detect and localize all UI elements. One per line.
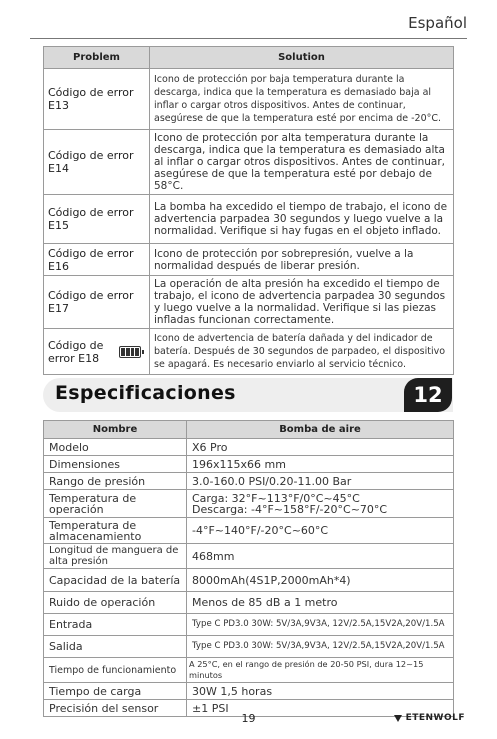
column-header-name: Nombre [44,421,187,439]
spec-value: 8000mAh(4S1P,2000mAh*4) [187,569,454,592]
table-row [44,544,454,569]
battery-icon [119,346,141,358]
brand-logo [394,713,465,723]
section-number-badge: 12 [404,378,452,412]
spec-value: 30W 1,5 horas [187,683,454,700]
error-code: Código de error E15 [44,195,150,244]
spec-name: Tiempo de funcionamiento [44,658,187,683]
spec-value: A 25°C, en el rango de presión de 20-50 PSI, dura 12~15 minutos [187,658,454,683]
spec-name: Longitud de manguera de alta presión [44,544,187,569]
spec-name: Ruido de operación [44,592,187,614]
table-row [44,130,454,195]
page-number: 19 [241,712,256,725]
table-row [44,329,454,375]
error-code: Código de error E14 [44,130,150,195]
spec-value: Carga: 32°F~113°F/0°C~45°C [192,491,360,505]
error-solution: Icono de protección por alta temperatura durante la descarga, indica que la temperatura es demasiado alta al inflar o cargar otros dispositivos. Antes de continuar, asegúrese de que la temperatura esté por debajo de 58°C. [150,130,454,195]
error-code: Código de error E16 [44,244,150,276]
column-header-value: Bomba de aire [187,421,454,439]
table-row [44,614,454,636]
error-code: Código de error E13 [44,69,150,130]
error-solution: Icono de advertencia de batería dañada y del indicador de batería. Después de 30 segundos de parpadeo, el dispositivo se apagará. Es necesario enviarlo al servicio técnico. [150,329,454,375]
spec-value: Type C PD3.0 30W: 5V/3A,9V3A, 12V/2.5A,15V2A,20V/1.5A [187,614,454,636]
spec-value: 468mm [187,544,454,569]
spec-name: Salida [44,636,187,658]
spec-name: Precisión del sensor [44,700,187,717]
spec-name: Capacidad de la batería [44,569,187,592]
table-row [44,456,454,473]
error-code: Código de error E17 [44,276,150,329]
table-row [44,276,454,329]
error-solution: Icono de protección por baja temperatura durante la descarga, indica que la temperatura es demasiado baja al inflar o cargar otros dispositivos. Antes de continuar, asegúrese de que la temperatura esté por encima de -20°C. [150,69,454,130]
spec-value: 196x115x66 mm [187,456,454,473]
spec-name: Entrada [44,614,187,636]
table-row [44,569,454,592]
error-code-table [43,46,454,375]
spec-value: ±1 PSI [187,700,454,717]
table-row [44,636,454,658]
error-solution: Icono de protección por sobrepresión, vuelve a la normalidad después de liberar presión. [150,244,454,276]
table-row [44,244,454,276]
spec-value: Descarga: -4°F~158°F/-20°C~70°C [192,502,388,516]
spec-name: Modelo [44,439,187,456]
spec-value: Menos de 85 dB a 1 metro [187,592,454,614]
language-label: Español [408,14,467,32]
spec-name: Rango de presión [44,473,187,490]
header-rule [30,38,467,39]
brand-logo-icon [394,715,403,722]
section-title: Especificaciones [55,382,236,404]
table-row [44,658,454,683]
error-code-cell [44,329,150,375]
table-row [44,518,454,544]
table-row [44,439,454,456]
table-row [44,69,454,130]
spec-name: Dimensiones [44,456,187,473]
spec-value-cell [187,490,454,518]
table-row [44,195,454,244]
brand-name: ETENWOLF [405,713,465,723]
error-solution: La operación de alta presión ha excedido el tiempo de trabajo, el icono de advertencia parpadea 30 segundos y luego vuelve a la normalidad. Verifique si las piezas infladas funcionan correctamente. [150,276,454,329]
error-table-header [44,47,454,69]
spec-value: -4°F~140°F/-20°C~60°C [187,518,454,544]
spec-value: X6 Pro [187,439,454,456]
error-solution: La bomba ha excedido el tiempo de trabajo, el icono de advertencia parpadea 30 segundos y luego vuelve a la normalidad. Verifique si hay fugas en el objeto inflado. [150,195,454,244]
spec-name: Tiempo de carga [44,683,187,700]
specifications-table [43,420,454,717]
table-row [44,490,454,518]
error-code: Código de error E18 [48,338,104,365]
spec-value: Type C PD3.0 30W: 5V/3A,9V3A, 12V/2.5A,15V2A,20V/1.5A [187,636,454,658]
table-row [44,592,454,614]
spec-table-header [44,421,454,439]
spec-value: 3.0-160.0 PSI/0.20-11.00 Bar [187,473,454,490]
table-row [44,473,454,490]
column-header-solution: Solution [150,47,454,69]
spec-name: Temperatura de operación [44,490,187,518]
column-header-problem: Problem [44,47,150,69]
spec-name: Temperatura de almacenamiento [44,518,187,544]
table-row [44,683,454,700]
